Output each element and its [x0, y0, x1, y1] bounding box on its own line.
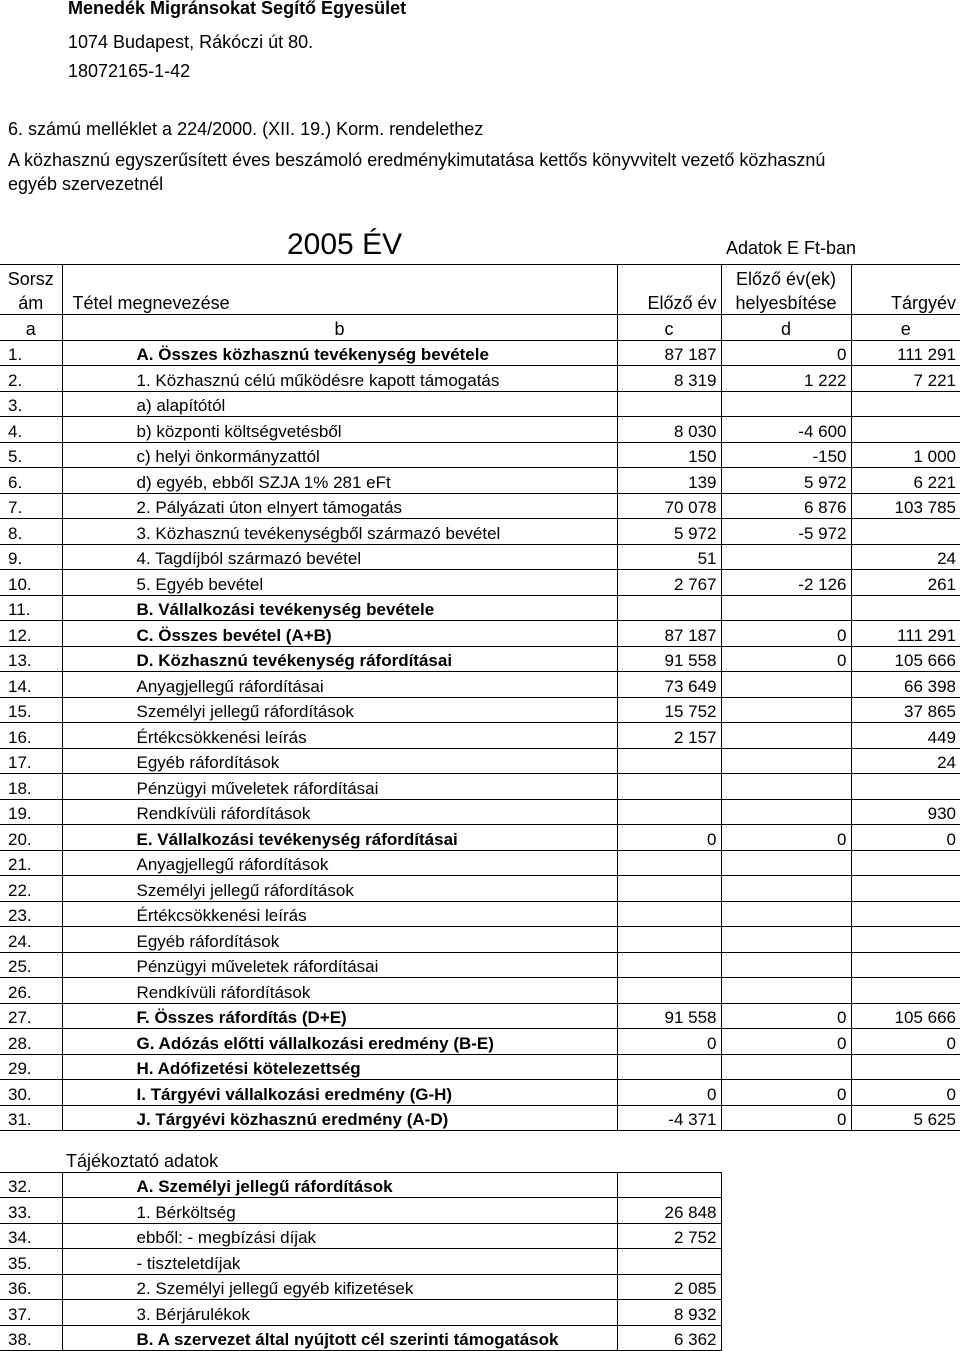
row-label: Pénzügyi műveletek ráfordításai	[62, 952, 617, 978]
info-row-number: 33.	[0, 1198, 62, 1224]
previous-year-header: Előző év	[617, 290, 721, 315]
info-row-label: 1. Bérköltség	[62, 1198, 617, 1224]
previous-year-value: 2 767	[617, 570, 721, 596]
row-label: 4. Tagdíjból származó bevétel	[62, 544, 617, 570]
row-number: 16.	[0, 723, 62, 749]
correction-value	[721, 901, 851, 927]
previous-year-value: 150	[617, 442, 721, 468]
table-row	[0, 1003, 960, 1029]
current-year-value: 261	[851, 570, 960, 596]
row-label: I. Tárgyévi vállalkozási eredmény (G-H)	[62, 1080, 617, 1106]
table-row	[0, 850, 960, 876]
correction-value	[721, 672, 851, 698]
info-row-value: 8 932	[617, 1300, 721, 1326]
row-label: a) alapítótól	[62, 391, 617, 417]
row-label: D. Közhasznú tevékenység ráfordításai	[62, 646, 617, 672]
column-letter-a: a	[0, 315, 62, 341]
correction-value	[721, 544, 851, 570]
previous-year-value: 87 187	[617, 340, 721, 366]
row-label: 3. Közhasznú tevékenységből származó bevétel	[62, 519, 617, 545]
previous-year-value	[617, 774, 721, 800]
correction-value	[721, 748, 851, 774]
row-number: 1.	[0, 340, 62, 366]
row-label: C. Összes bevétel (A+B)	[62, 621, 617, 647]
correction-value	[721, 799, 851, 825]
current-year-value	[851, 901, 960, 927]
previous-year-value: -4 371	[617, 1105, 721, 1131]
row-number: 15.	[0, 697, 62, 723]
info-row	[0, 1223, 960, 1249]
row-number: 18.	[0, 774, 62, 800]
row-label: A. Összes közhasznú tevékenység bevétele	[62, 340, 617, 366]
info-row-value	[617, 1172, 721, 1198]
table-row	[0, 774, 960, 800]
current-year-value: 111 291	[851, 621, 960, 647]
annex-reference: 6. számú melléklet a 224/2000. (XII. 19.) Korm. rendelethez	[8, 119, 484, 139]
row-label: H. Adófizetési kötelezettség	[62, 1054, 617, 1080]
previous-year-value	[617, 952, 721, 978]
previous-year-value: 51	[617, 544, 721, 570]
row-number: 26.	[0, 978, 62, 1004]
row-number: 30.	[0, 1080, 62, 1106]
info-row	[0, 1249, 960, 1275]
current-year-value: 24	[851, 544, 960, 570]
row-number: 28.	[0, 1029, 62, 1055]
current-year-value: 24	[851, 748, 960, 774]
previous-year-value	[617, 391, 721, 417]
previous-year-value: 5 972	[617, 519, 721, 545]
row-label: G. Adózás előtti vállalkozási eredmény (B-E)	[62, 1029, 617, 1055]
row-label: Rendkívüli ráfordítások	[62, 799, 617, 825]
row-label: 5. Egyéb bevétel	[62, 570, 617, 596]
row-number: 17.	[0, 748, 62, 774]
table-row	[0, 901, 960, 927]
table-row	[0, 952, 960, 978]
correction-value: 0	[721, 1029, 851, 1055]
info-row-number: 35.	[0, 1249, 62, 1275]
previous-year-value	[617, 876, 721, 902]
row-number: 5.	[0, 442, 62, 468]
row-number: 9.	[0, 544, 62, 570]
row-number: 22.	[0, 876, 62, 902]
table-row	[0, 799, 960, 825]
info-row	[0, 1274, 960, 1300]
unit-label: Adatok E Ft-ban	[726, 238, 857, 258]
previous-year-value: 8 319	[617, 366, 721, 392]
table-row	[0, 1054, 960, 1080]
info-row-number: 37.	[0, 1300, 62, 1326]
table-row	[0, 825, 960, 851]
table-row	[0, 340, 960, 366]
correction-value: -5 972	[721, 519, 851, 545]
row-label: 1. Közhasznú célú működésre kapott támogatás	[62, 366, 617, 392]
correction-value: 0	[721, 1003, 851, 1029]
correction-value	[721, 978, 851, 1004]
row-number: 12.	[0, 621, 62, 647]
table-row	[0, 621, 960, 647]
current-year-value	[851, 927, 960, 953]
previous-year-value	[617, 748, 721, 774]
current-year-value	[851, 978, 960, 1004]
current-year-value	[851, 595, 960, 621]
info-row-number: 32.	[0, 1172, 62, 1198]
info-row-number: 38.	[0, 1325, 62, 1351]
table-row	[0, 978, 960, 1004]
table-row	[0, 417, 960, 443]
info-row-label: - tiszteletdíjak	[62, 1249, 617, 1275]
previous-year-value: 15 752	[617, 697, 721, 723]
row-number: 3.	[0, 391, 62, 417]
info-row-label: 2. Személyi jellegű egyéb kifizetések	[62, 1274, 617, 1300]
row-label: F. Összes ráfordítás (D+E)	[62, 1003, 617, 1029]
correction-value	[721, 774, 851, 800]
correction-value	[721, 850, 851, 876]
row-number: 21.	[0, 850, 62, 876]
current-year-value	[851, 1054, 960, 1080]
previous-year-value: 139	[617, 468, 721, 494]
correction-value	[721, 697, 851, 723]
row-label: Értékcsökkenési leírás	[62, 723, 617, 749]
row-number: 7.	[0, 493, 62, 519]
current-year-value: 0	[851, 825, 960, 851]
info-row	[0, 1198, 960, 1224]
correction-header-2: helyesbítése	[721, 290, 851, 315]
current-year-value: 37 865	[851, 697, 960, 723]
current-year-value	[851, 850, 960, 876]
current-year-value	[851, 519, 960, 545]
row-label: J. Tárgyévi közhasznú eredmény (A-D)	[62, 1105, 617, 1131]
org-name: Menedék Migránsokat Segítő Egyesület	[68, 0, 407, 18]
info-row-number: 36.	[0, 1274, 62, 1300]
row-label: Egyéb ráfordítások	[62, 927, 617, 953]
previous-year-value: 70 078	[617, 493, 721, 519]
info-row-value: 2 752	[617, 1223, 721, 1249]
table-row	[0, 1080, 960, 1106]
table-row	[0, 595, 960, 621]
current-year-value: 105 666	[851, 1003, 960, 1029]
table-row	[0, 672, 960, 698]
previous-year-value	[617, 1054, 721, 1080]
table-row	[0, 927, 960, 953]
table-row	[0, 697, 960, 723]
previous-year-value	[617, 850, 721, 876]
correction-value: 0	[721, 646, 851, 672]
income-statement-table	[0, 264, 960, 1351]
tax-id: 18072165-1-42	[68, 61, 191, 81]
table-row	[0, 391, 960, 417]
info-row	[0, 1172, 960, 1198]
previous-year-value: 0	[617, 1029, 721, 1055]
column-letter-d: d	[721, 315, 851, 341]
row-number: 24.	[0, 927, 62, 953]
correction-value: 0	[721, 340, 851, 366]
current-year-value: 6 221	[851, 468, 960, 494]
row-label: Személyi jellegű ráfordítások	[62, 876, 617, 902]
table-row	[0, 1105, 960, 1131]
table-row	[0, 442, 960, 468]
current-year-value	[851, 391, 960, 417]
correction-value: -4 600	[721, 417, 851, 443]
current-year-value: 5 625	[851, 1105, 960, 1131]
previous-year-value: 0	[617, 825, 721, 851]
correction-value: -150	[721, 442, 851, 468]
row-number: 4.	[0, 417, 62, 443]
previous-year-value: 8 030	[617, 417, 721, 443]
row-number: 29.	[0, 1054, 62, 1080]
info-section-title: Tájékoztató adatok	[66, 1150, 219, 1171]
current-year-value: 930	[851, 799, 960, 825]
row-label: Személyi jellegű ráfordítások	[62, 697, 617, 723]
table-row	[0, 544, 960, 570]
current-year-value: 111 291	[851, 340, 960, 366]
table-row	[0, 1029, 960, 1055]
previous-year-value	[617, 901, 721, 927]
correction-value: 0	[721, 1080, 851, 1106]
row-number: 20.	[0, 825, 62, 851]
row-number: 13.	[0, 646, 62, 672]
row-label: c) helyi önkormányzattól	[62, 442, 617, 468]
info-row	[0, 1300, 960, 1326]
correction-value	[721, 723, 851, 749]
document-title-line1: A közhasznú egyszerűsített éves beszámoló eredménykimutatása kettős könyvvitelt vezető közhasznú	[8, 150, 826, 170]
info-row-label: B. A szervezet által nyújtott cél szerinti támogatások	[62, 1325, 617, 1351]
row-number: 2.	[0, 366, 62, 392]
row-label: 2. Pályázati úton elnyert támogatás	[62, 493, 617, 519]
current-year-value	[851, 417, 960, 443]
table-row	[0, 876, 960, 902]
info-row	[0, 1325, 960, 1351]
current-year-value: 105 666	[851, 646, 960, 672]
table-row	[0, 366, 960, 392]
table-row	[0, 748, 960, 774]
info-row-value: 26 848	[617, 1198, 721, 1224]
sorsz-header-2: ám	[18, 293, 44, 313]
row-label: Értékcsökkenési leírás	[62, 901, 617, 927]
previous-year-value	[617, 799, 721, 825]
correction-value	[721, 595, 851, 621]
info-row-label: A. Személyi jellegű ráfordítások	[62, 1172, 617, 1198]
correction-value: 0	[721, 1105, 851, 1131]
row-label: Anyagjellegű ráfordításai	[62, 672, 617, 698]
row-label: E. Vállalkozási tevékenység ráfordításai	[62, 825, 617, 851]
current-year-value: 7 221	[851, 366, 960, 392]
correction-header-1: Előző év(ek)	[721, 265, 851, 290]
previous-year-value: 91 558	[617, 1003, 721, 1029]
correction-value	[721, 952, 851, 978]
correction-value: 0	[721, 825, 851, 851]
correction-value: -2 126	[721, 570, 851, 596]
previous-year-value	[617, 595, 721, 621]
current-year-value: 1 000	[851, 442, 960, 468]
document-title-line2: egyéb szervezetnél	[8, 174, 164, 194]
correction-value	[721, 1054, 851, 1080]
previous-year-value: 91 558	[617, 646, 721, 672]
current-year-value: 0	[851, 1029, 960, 1055]
previous-year-value: 87 187	[617, 621, 721, 647]
row-number: 23.	[0, 901, 62, 927]
row-label: d) egyéb, ebből SZJA 1% 281 eFt	[62, 468, 617, 494]
column-letter-c: c	[617, 315, 721, 341]
current-year-header: Tárgyév	[851, 290, 960, 315]
row-label: B. Vállalkozási tevékenység bevétele	[62, 595, 617, 621]
row-number: 11.	[0, 595, 62, 621]
info-row-value: 6 362	[617, 1325, 721, 1351]
item-name-header: Tétel megnevezése	[62, 290, 617, 315]
current-year-value: 0	[851, 1080, 960, 1106]
row-label: Anyagjellegű ráfordítások	[62, 850, 617, 876]
current-year-value: 449	[851, 723, 960, 749]
correction-value: 6 876	[721, 493, 851, 519]
correction-value	[721, 927, 851, 953]
row-label: b) központi költségvetésből	[62, 417, 617, 443]
current-year-value	[851, 774, 960, 800]
previous-year-value	[617, 978, 721, 1004]
info-row-value: 2 085	[617, 1274, 721, 1300]
row-number: 19.	[0, 799, 62, 825]
row-number: 14.	[0, 672, 62, 698]
previous-year-value: 73 649	[617, 672, 721, 698]
info-row-label: 3. Bérjárulékok	[62, 1300, 617, 1326]
table-row	[0, 493, 960, 519]
table-row	[0, 519, 960, 545]
table-row	[0, 723, 960, 749]
table-row	[0, 570, 960, 596]
correction-value: 1 222	[721, 366, 851, 392]
row-label: Rendkívüli ráfordítások	[62, 978, 617, 1004]
previous-year-value: 2 157	[617, 723, 721, 749]
column-letter-b: b	[62, 315, 617, 341]
previous-year-value	[617, 927, 721, 953]
correction-value: 0	[721, 621, 851, 647]
table-row	[0, 468, 960, 494]
row-number: 31.	[0, 1105, 62, 1131]
correction-value: 5 972	[721, 468, 851, 494]
row-number: 25.	[0, 952, 62, 978]
current-year-value: 103 785	[851, 493, 960, 519]
row-label: Egyéb ráfordítások	[62, 748, 617, 774]
row-number: 10.	[0, 570, 62, 596]
sorsz-header-1: Sorsz	[0, 265, 62, 290]
current-year-value	[851, 952, 960, 978]
row-number: 8.	[0, 519, 62, 545]
org-address: 1074 Budapest, Rákóczi út 80.	[68, 32, 314, 52]
current-year-value	[851, 876, 960, 902]
year-label: 2005 ÉV	[287, 228, 403, 261]
table-row	[0, 646, 960, 672]
row-number: 27.	[0, 1003, 62, 1029]
column-letter-e: e	[851, 315, 960, 341]
info-row-label: ebből: - megbízási díjak	[62, 1223, 617, 1249]
info-row-number: 34.	[0, 1223, 62, 1249]
row-label: Pénzügyi műveletek ráfordításai	[62, 774, 617, 800]
row-number: 6.	[0, 468, 62, 494]
previous-year-value: 0	[617, 1080, 721, 1106]
correction-value	[721, 876, 851, 902]
info-row-value	[617, 1249, 721, 1275]
current-year-value: 66 398	[851, 672, 960, 698]
correction-value	[721, 391, 851, 417]
